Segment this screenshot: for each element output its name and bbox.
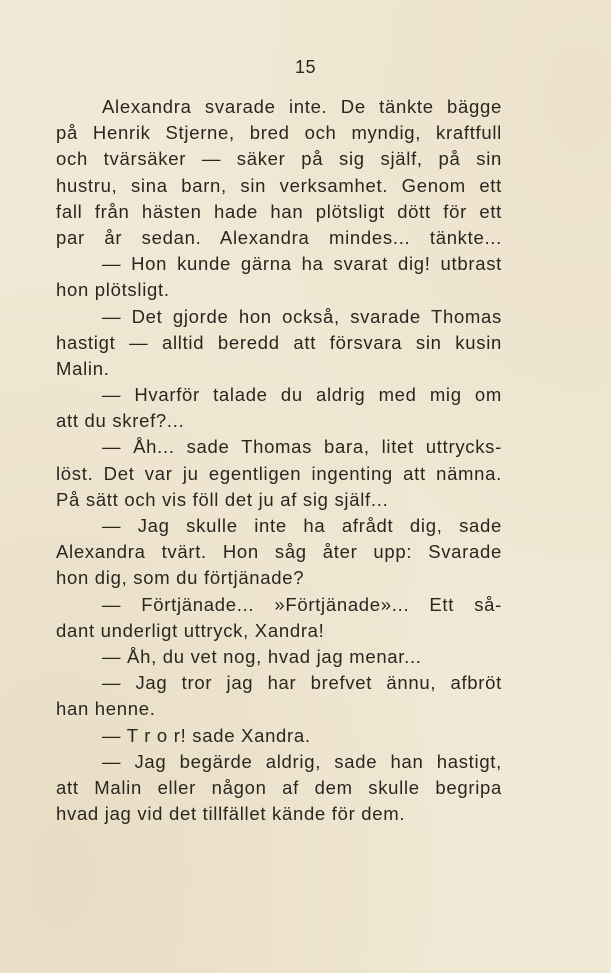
text-line: — Förtjänade... »Förtjänade»... Ett så- bbox=[102, 593, 502, 615]
text-line: fall från hästen hade han plötsligt dött för ett bbox=[56, 200, 502, 222]
text-line: Alexandra svarade inte. De tänkte bägge bbox=[102, 96, 502, 117]
text-line: — Det gjorde hon också, svarade Thomas bbox=[102, 305, 502, 327]
text-line: han henne. bbox=[56, 698, 156, 720]
text-line: Alexandra tvärt. Hon såg åter upp: Svarade bbox=[56, 541, 502, 563]
text-line: — Hon kunde gärna ha svarat dig! utbrast bbox=[102, 253, 502, 275]
text-line: — Jag tror jag har brefvet ännu, afbröt bbox=[102, 672, 502, 694]
text-line: att Malin eller någon af dem skulle begripa bbox=[56, 776, 502, 798]
page-number: 15 bbox=[294, 57, 317, 77]
text-line: löst. Det var ju egentligen ingenting att nämna. bbox=[56, 462, 502, 484]
text-line: — Åh... sade Thomas bara, litet uttrycks- bbox=[102, 436, 502, 458]
text-line: hon plötsligt. bbox=[56, 279, 170, 301]
text-line: — Jag skulle inte ha afrådt dig, sade bbox=[102, 515, 502, 536]
text-line: att du skref?... bbox=[56, 410, 185, 432]
text-line: — Hvarför talade du aldrig med mig om bbox=[102, 384, 502, 406]
text-line: hon dig, som du förtjänade? bbox=[56, 567, 305, 589]
text-line: — Åh, du vet nog, hvad jag menar... bbox=[102, 645, 422, 667]
text-line: på Henrik Stjerne, bred och myndig, kraftfull bbox=[56, 122, 502, 144]
text-line: och tvärsäker — säker på sig själf, på sin bbox=[56, 148, 502, 170]
text-line: hastigt — alltid beredd att försvara sin kusin bbox=[56, 331, 502, 353]
text-line: Malin. bbox=[56, 357, 110, 379]
text-line: dant underligt uttryck, Xandra! bbox=[56, 619, 325, 641]
text-line: På sätt och vis föll det ju af sig själf... bbox=[56, 488, 389, 510]
text-line: hvad jag vid det tillfället kände för dem. bbox=[56, 803, 406, 825]
text-line: — T r o r! sade Xandra. bbox=[102, 724, 311, 746]
body-text bbox=[56, 94, 502, 827]
text-line: — Jag begärde aldrig, sade han hastigt, bbox=[102, 750, 502, 772]
text-line: par år sedan. Alexandra mindes... tänkte... bbox=[56, 226, 502, 248]
text-line: hustru, sina barn, sin verksamhet. Genom ett bbox=[56, 174, 502, 196]
